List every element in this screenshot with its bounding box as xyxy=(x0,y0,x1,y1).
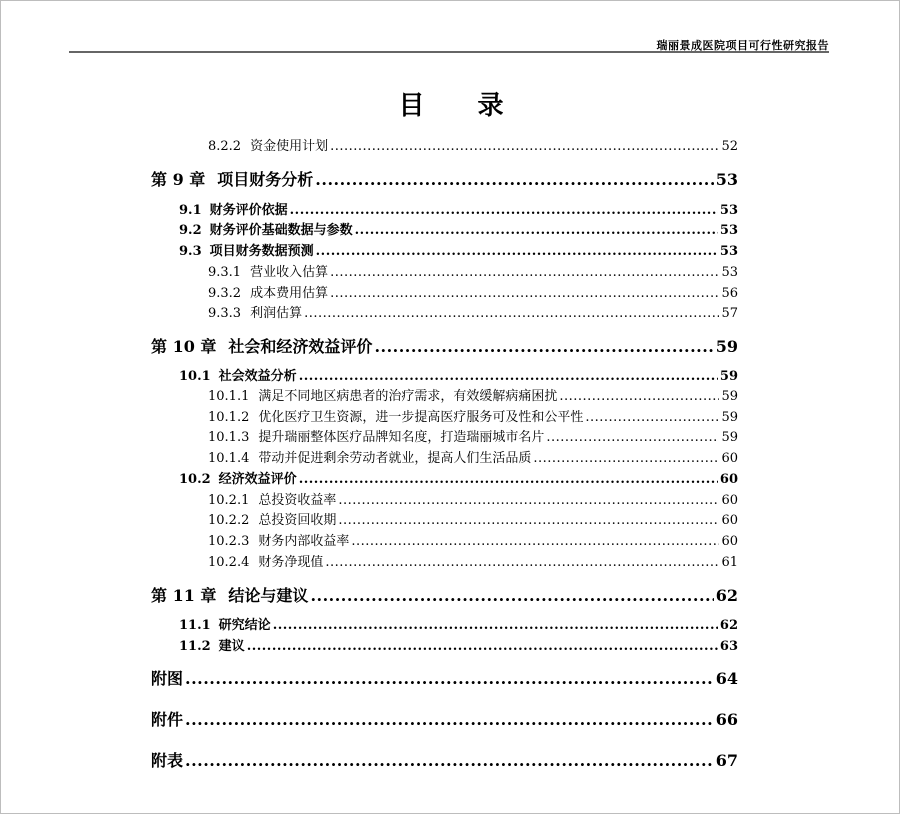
toc-entry-number: 第 10 章 xyxy=(151,337,217,356)
dot-leader xyxy=(585,411,719,424)
toc-entry-label: 项目财务分析 xyxy=(217,170,314,189)
toc-entry-number: 9.3.3 xyxy=(208,306,242,321)
toc-entry-number: 10.1.4 xyxy=(208,451,250,466)
toc-entry[interactable] xyxy=(208,494,738,507)
dot-leader xyxy=(290,204,718,217)
toc-entry-label: 财务评价依据 xyxy=(209,203,288,218)
toc-entry-number: 9.3.2 xyxy=(208,286,242,301)
toc-entry-page: 56 xyxy=(721,286,738,301)
toc-entry[interactable] xyxy=(151,753,738,769)
toc-entry-number: 8.2.2 xyxy=(208,139,242,154)
toc-entry-number: 11.2 xyxy=(179,639,211,654)
toc-entry-page: 59 xyxy=(719,369,738,384)
dot-leader xyxy=(330,266,719,279)
toc-entry-label: 财务内部收益率 xyxy=(258,534,350,549)
toc-entry-page: 59 xyxy=(715,337,738,356)
dot-leader xyxy=(185,671,714,687)
toc-entry-number: 10.1.3 xyxy=(208,430,250,445)
toc-entry-label: 总投资回收期 xyxy=(258,513,337,528)
dot-leader xyxy=(247,640,718,653)
toc-entry-page: 62 xyxy=(715,586,738,605)
dot-leader xyxy=(559,390,719,403)
dot-leader xyxy=(185,753,714,769)
toc-entry-page: 53 xyxy=(719,223,738,238)
dot-leader xyxy=(304,307,719,320)
toc-entry-number: 9.3 xyxy=(179,244,202,259)
toc-entry-page: 57 xyxy=(721,306,738,321)
toc-entry-number: 10.2.2 xyxy=(208,513,250,528)
running-header: 瑞丽景成医院项目可行性研究报告 xyxy=(656,39,829,52)
toc-entry[interactable] xyxy=(208,535,738,548)
toc-entry-page: 60 xyxy=(721,534,738,549)
toc-entry-number: 10.2.3 xyxy=(208,534,250,549)
toc-entry-label: 财务评价基础数据与参数 xyxy=(209,223,353,238)
toc-entry-label: 建议 xyxy=(218,639,245,654)
dot-leader xyxy=(533,452,719,465)
toc-entry-number: 11.1 xyxy=(179,618,211,633)
toc-entry[interactable] xyxy=(179,473,738,486)
toc-entry-label: 社会效益分析 xyxy=(218,369,297,384)
toc-entry-label: 社会和经济效益评价 xyxy=(228,337,373,356)
toc-entry[interactable] xyxy=(179,204,738,217)
toc-entry-label: 带动并促进剩余劳动者就业，提高人们生活品质 xyxy=(258,451,532,466)
toc-entry-page: 60 xyxy=(721,451,738,466)
toc-entry-label: 总投资收益率 xyxy=(258,493,337,508)
dot-leader xyxy=(338,494,719,507)
toc-entry-label: 营业收入估算 xyxy=(250,265,329,280)
dot-leader xyxy=(325,556,719,569)
dot-leader xyxy=(299,370,718,383)
dot-leader xyxy=(338,514,719,527)
toc-entry[interactable] xyxy=(208,452,738,465)
toc-entry[interactable] xyxy=(208,411,738,424)
toc-entry-page: 61 xyxy=(721,555,738,570)
toc-entry[interactable] xyxy=(179,245,738,258)
toc-entry[interactable] xyxy=(179,224,738,237)
toc-entry-label: 项目财务数据预测 xyxy=(209,244,314,259)
toc-entry-label: 资金使用计划 xyxy=(250,139,329,154)
toc-entry-label: 附图 xyxy=(151,669,184,688)
toc-entry-number: 10.1.2 xyxy=(208,410,250,425)
toc-entry-page: 53 xyxy=(721,265,738,280)
dot-leader xyxy=(546,431,719,444)
toc-entry-label: 经济效益评价 xyxy=(218,472,297,487)
toc-entry-number: 10.1 xyxy=(179,369,211,384)
toc-entry[interactable] xyxy=(151,712,738,728)
toc-entry-label: 利润估算 xyxy=(250,306,303,321)
toc-entry-label: 附件 xyxy=(151,710,184,729)
toc-entry-page: 62 xyxy=(719,618,738,633)
toc-entry-label: 满足不同地区病患者的治疗需求，有效缓解病痛困扰 xyxy=(258,389,558,404)
toc-entry-page: 60 xyxy=(719,472,738,487)
toc-entry-number: 10.1.1 xyxy=(208,389,250,404)
toc-entry-number: 第 11 章 xyxy=(151,586,217,605)
toc-entry[interactable] xyxy=(208,514,738,527)
toc-entry-number: 9.2 xyxy=(179,223,202,238)
dot-leader xyxy=(351,535,719,548)
toc-entry-page: 53 xyxy=(719,203,738,218)
dot-leader xyxy=(330,287,719,300)
toc-title: 目 录 xyxy=(398,91,526,121)
dot-leader xyxy=(273,619,718,632)
toc-entry[interactable] xyxy=(151,588,738,604)
dot-leader xyxy=(310,588,713,604)
toc-entry-number: 10.2.4 xyxy=(208,555,250,570)
toc-entry-number: 9.1 xyxy=(179,203,202,218)
toc-entry[interactable] xyxy=(151,339,738,355)
toc-entry-page: 64 xyxy=(715,669,738,688)
dot-leader xyxy=(185,712,714,728)
toc-entry[interactable] xyxy=(208,556,738,569)
dot-leader xyxy=(330,140,719,153)
toc-entry-page: 60 xyxy=(721,493,738,508)
toc-entry[interactable] xyxy=(208,390,738,403)
toc-entry-number: 第 9 章 xyxy=(151,170,206,189)
toc-entry[interactable] xyxy=(151,671,738,687)
toc-entry-number: 9.3.1 xyxy=(208,265,242,280)
toc-entry[interactable] xyxy=(208,431,738,444)
dot-leader xyxy=(355,224,718,237)
toc-entry-number: 10.2 xyxy=(179,472,211,487)
toc-entry-label: 财务净现值 xyxy=(258,555,324,570)
toc-entry-page: 59 xyxy=(721,430,738,445)
dot-leader xyxy=(315,172,713,188)
toc-entry-label: 附表 xyxy=(151,751,184,770)
toc-entry-page: 59 xyxy=(721,389,738,404)
toc-entry-label: 结论与建议 xyxy=(228,586,309,605)
toc-entry-number: 10.2.1 xyxy=(208,493,250,508)
toc-entry[interactable] xyxy=(208,140,738,153)
toc-entry[interactable] xyxy=(208,307,738,320)
toc-entry[interactable] xyxy=(179,640,738,653)
dot-leader xyxy=(316,245,718,258)
toc-entry-page: 52 xyxy=(721,139,738,154)
toc-entry[interactable] xyxy=(208,266,738,279)
toc-entry-label: 提升瑞丽整体医疗品牌知名度，打造瑞丽城市名片 xyxy=(258,430,545,445)
toc-entry[interactable] xyxy=(151,172,738,188)
toc-entry-page: 53 xyxy=(719,244,738,259)
toc-entry-page: 63 xyxy=(719,639,738,654)
toc-entry-label: 优化医疗卫生资源，进一步提高医疗服务可及性和公平性 xyxy=(258,410,584,425)
dot-leader xyxy=(374,339,713,355)
toc-entry-page: 60 xyxy=(721,513,738,528)
dot-leader xyxy=(299,473,718,486)
toc-entry[interactable] xyxy=(179,370,738,383)
table-of-contents xyxy=(1,1,900,815)
toc-entry-page: 59 xyxy=(721,410,738,425)
toc-entry-page: 66 xyxy=(715,710,738,729)
toc-entry[interactable] xyxy=(179,619,738,632)
toc-entry-label: 研究结论 xyxy=(218,618,271,633)
toc-entry-page: 67 xyxy=(715,751,738,770)
toc-entry-page: 53 xyxy=(715,170,738,189)
toc-entry-label: 成本费用估算 xyxy=(250,286,329,301)
toc-entry[interactable] xyxy=(208,287,738,300)
